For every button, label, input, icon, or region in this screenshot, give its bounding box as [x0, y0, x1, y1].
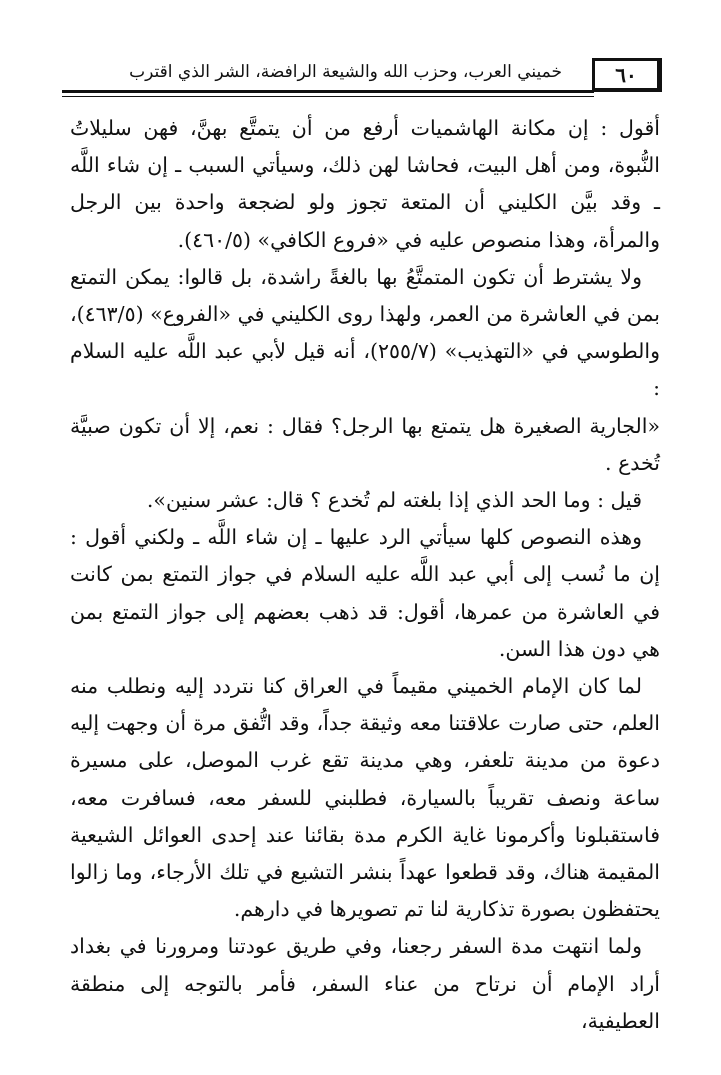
quote-paragraph: قيل : وما الحد الذي إذا بلغته لم تُخدع ؟ قال: عشر سنين». — [146, 488, 642, 513]
body-text — [70, 110, 660, 1040]
running-header — [62, 58, 662, 102]
paragraph: ولا يشترط أن تكون المتمتَّعُ بها بالغةً راشدة، بل قالوا: يمكن التمتع بمن في العاشرة من العمر، ولهذا روى الكليني في «الفروع» (٤٦٣/٥)، والطوسي في «التهذيب» (٢٥٥/٧)، أنه قيل لأبي عبد اللَّه عليه السلام : — [70, 264, 660, 401]
page-number: ٦٠ — [592, 58, 662, 92]
paragraph: أقول : إن مكانة الهاشميات أرفع من أن يتمتَّع بهنَّ، فهن سليلاتُ النُّبوة، ومن أهل البيت، فحاشا لهن ذلك، وسيأتي السبب ـ إن شاء اللَّه ـ وقد بيَّن الكليني أن المتعة تجوز ولو لضجعة واحدة بين الرجل والمرأة، وهذا منصوص عليه في «فروع الكافي» (٤٦٠/٥). — [70, 116, 660, 252]
quote-paragraph: «الجارية الصغيرة هل يتمتع بها الرجل؟ فقال : نعم، إلا أن تكون صبيَّة تُخدع . — [70, 413, 660, 475]
header-rule-thin — [62, 96, 594, 97]
paragraph: لما كان الإمام الخميني مقيماً في العراق كنا نتردد إليه ونطلب منه العلم، حتى صارت علاقتنا معه وثيقة جداً، وقد اتُّفق مرة أن وجهت إليه دعوة من مدينة تلعفر، وهي مدينة تقع غرب الموصل، على مسيرة ساعة ونصف تقريباً بالسيارة، فطلبني للسفر معه، فسافرت معه، فاستقبلونا وأكرمونا غاية الكرم مدة بقائنا عند إحدى العوائل الشيعية المقيمة هناك، وقد قطعوا عهداً بنشر التشيع في تلك الأرجاء، وما زالوا يحتفظون بصورة تذكارية لنا تم تصويرها في دارهم. — [70, 674, 660, 922]
header-rule-thick — [62, 90, 594, 93]
paragraph: وهذه النصوص كلها سيأتي الرد عليها ـ إن شاء اللَّه ـ ولكني أقول : إن ما نُسب إلى أبي عبد اللَّه عليه السلام في جواز التمتع بمن كانت في العاشرة من عمرها، أقول: قد ذهب بعضهم إلى جواز التمتع بمن هي دون هذا السن. — [70, 525, 660, 661]
running-head-title: خميني العرب، وحزب الله والشيعة الرافضة، الشر الذي اقترب — [129, 62, 562, 82]
paragraph: ولما انتهت مدة السفر رجعنا، وفي طريق عودتنا ومرورنا في بغداد أراد الإمام أن نرتاح من عناء السفر، فأمر بالتوجه إلى منطقة العطيفية، — [70, 934, 660, 1033]
